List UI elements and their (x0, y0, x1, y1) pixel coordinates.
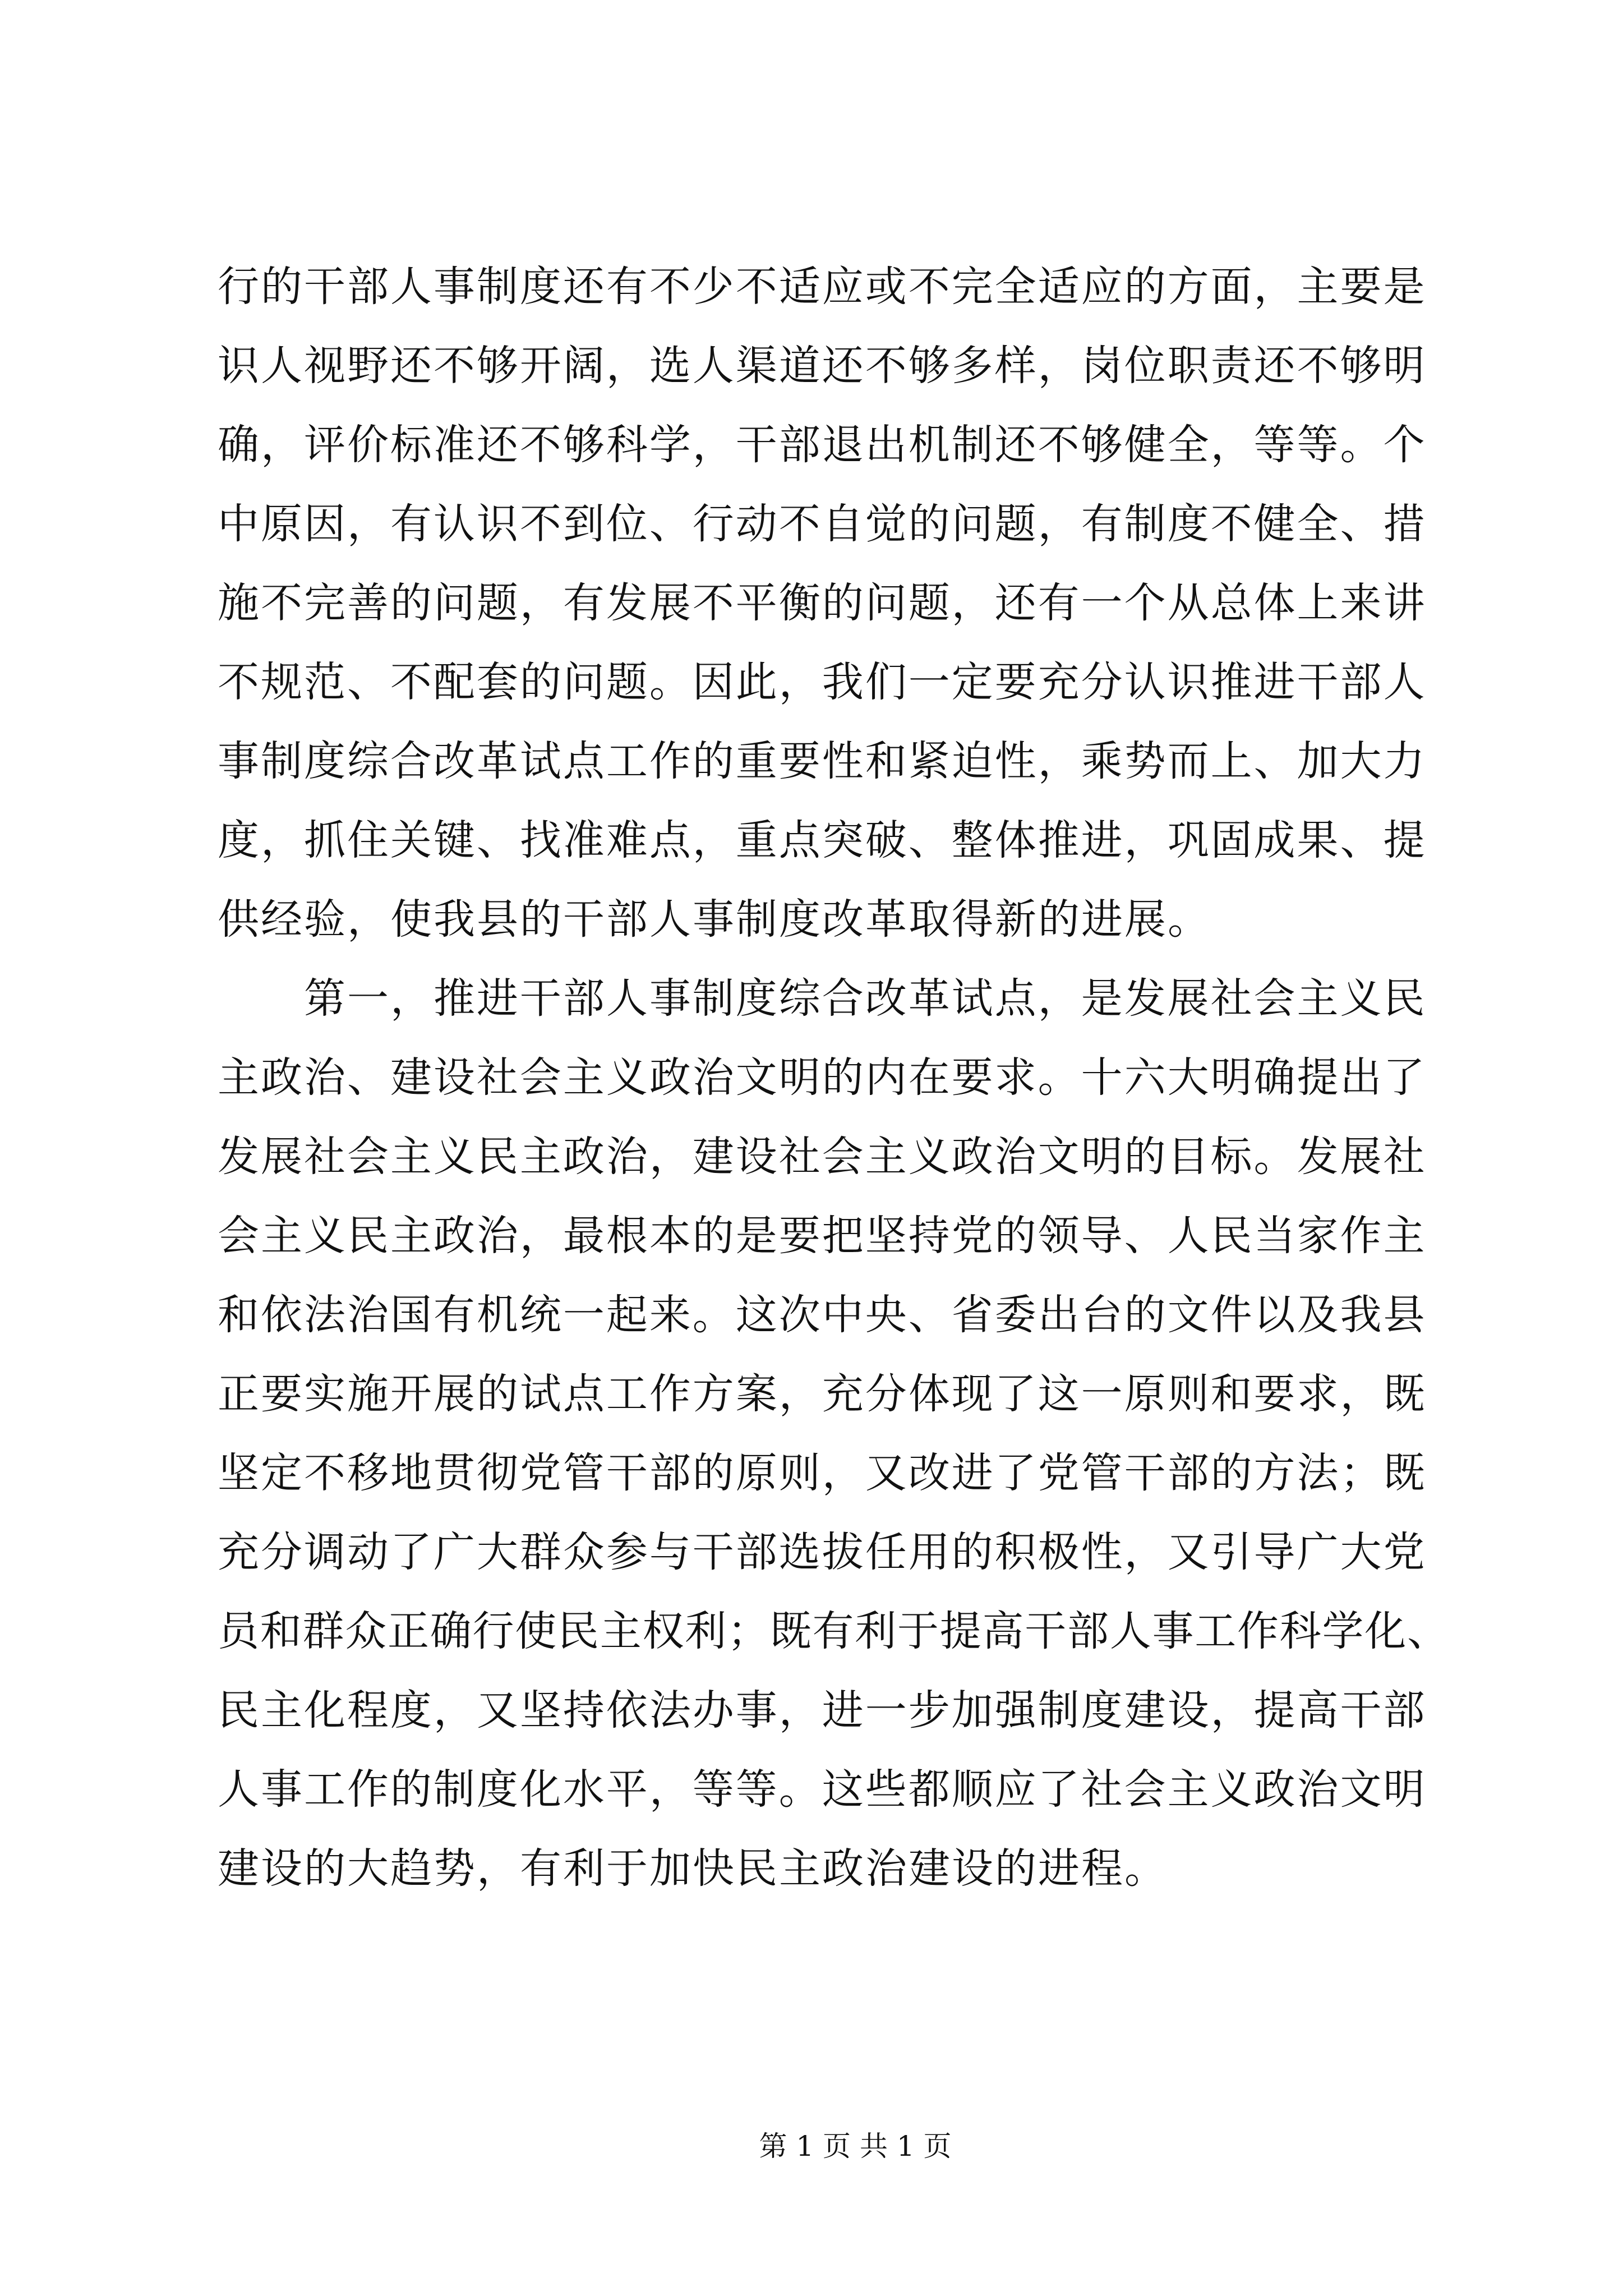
body-text-line: 坚定不移地贯彻党管干部的原则，又改进了党管干部的方法；既 (218, 1449, 1426, 1497)
body-text-line: 主政治、建设社会主义政治文明的内在要求。十六大明确提出了 (218, 1053, 1426, 1102)
body-text-line: 正要实施开展的试点工作方案，充分体现了这一原则和要求，既 (218, 1370, 1426, 1418)
body-text-line: 第一，推进干部人事制度综合改革试点，是发展社会主义民 (304, 974, 1426, 1023)
body-text-line: 识人视野还不够开阔，选人渠道还不够多样，岗位职责还不够明 (218, 342, 1426, 390)
page-number-label: 第 1 页 共 1 页 (759, 2130, 952, 2162)
body-text-line: 施不完善的问题，有发展不平衡的问题，还有一个从总体上来讲 (218, 579, 1426, 627)
body-text-line: 中原因，有认识不到位、行动不自觉的问题，有制度不健全、措 (218, 500, 1426, 548)
body-text-line: 确，评价标准还不够科学，干部退出机制还不够健全，等等。个 (218, 421, 1426, 469)
body-text-line: 供经验，使我县的干部人事制度改革取得新的进展。 (218, 895, 1211, 944)
body-text-line: 充分调动了广大群众参与干部选拔任用的积极性，又引导广大党 (218, 1528, 1426, 1576)
body-text-line: 不规范、不配套的问题。因此，我们一定要充分认识推进干部人 (218, 658, 1426, 706)
body-text-line: 会主义民主政治，最根本的是要把坚持党的领导、人民当家作主 (218, 1212, 1426, 1260)
body-text-line: 事制度综合改革试点工作的重要性和紧迫性，乘势而上、加大力 (218, 737, 1426, 785)
body-text-line: 员和群众正确行使民主权利；既有利于提高干部人事工作科学化、 (218, 1607, 1449, 1655)
body-text-line: 和依法治国有机统一起来。这次中央、省委出台的文件以及我县 (218, 1291, 1426, 1339)
body-text-line: 人事工作的制度化水平，等等。这些都顺应了社会主义政治文明 (218, 1765, 1426, 1814)
document-body (218, 247, 1449, 1908)
body-text-line: 建设的大趋势，有利于加快民主政治建设的进程。 (218, 1844, 1168, 1893)
page-footer (759, 2127, 951, 2166)
body-text-line: 行的干部人事制度还有不少不适应或不完全适应的方面，主要是 (218, 263, 1426, 311)
body-text-line: 发展社会主义民主政治，建设社会主义政治文明的目标。发展社 (218, 1133, 1426, 1181)
paragraph (218, 959, 1449, 1908)
paragraph (218, 247, 1426, 959)
body-text-line: 民主化程度，又坚持依法办事，进一步加强制度建设，提高干部 (218, 1686, 1426, 1734)
body-text-line: 度，抓住关键、找准难点，重点突破、整体推进，巩固成果、提 (218, 816, 1426, 864)
